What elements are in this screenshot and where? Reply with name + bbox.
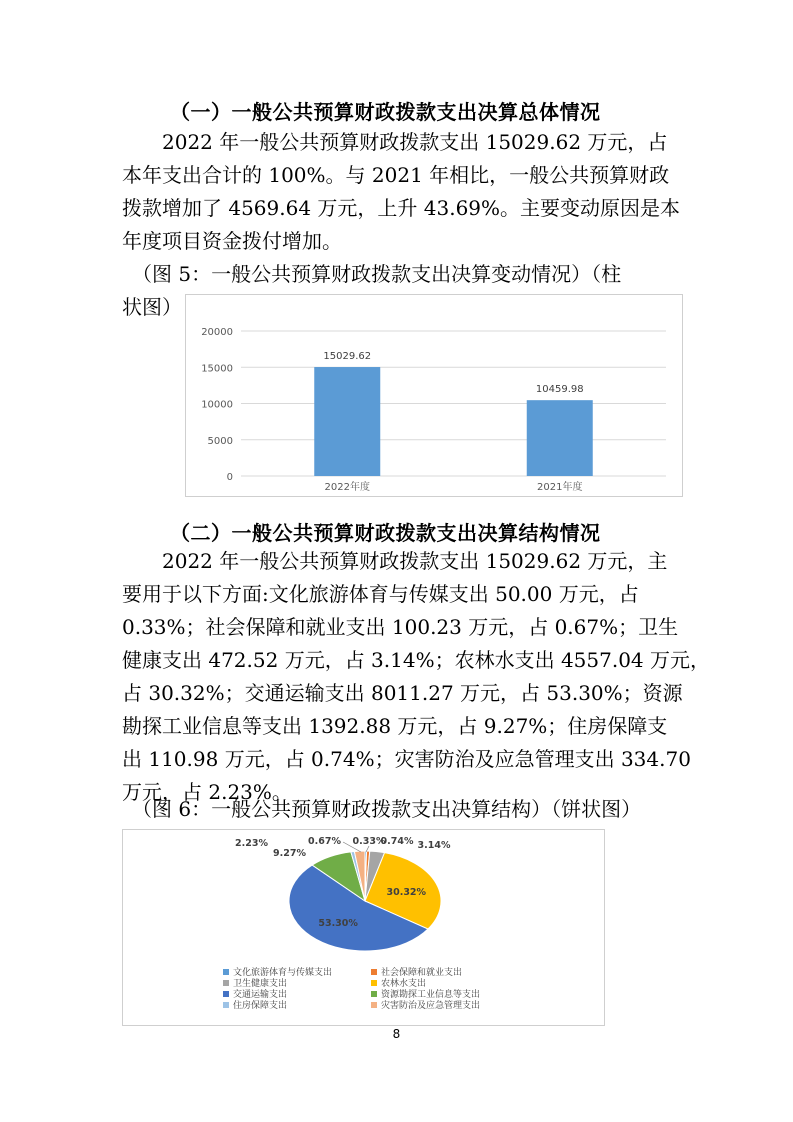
legend-label: 农林水支出 — [381, 979, 427, 989]
section1-paragraph-line: 年度项目资金拨付增加。 — [122, 229, 342, 253]
legend-label: 交通运输支出 — [233, 990, 288, 1000]
pie-data-label: 0.67% — [308, 836, 341, 847]
section2-paragraph-line: 勘探工业信息等支出 1392.88 万元，占 9.27%；住房保障支 — [122, 714, 668, 738]
legend-label: 卫生健康支出 — [233, 979, 288, 989]
pie-data-label: 30.32% — [386, 886, 427, 898]
pie-data-label: 3.14% — [417, 840, 451, 851]
section1-paragraph-line: 拨款增加了 4569.64 万元，上升 43.69%。主要变动原因是本 — [122, 196, 681, 220]
figure6-caption: （图 6：一般公共预算财政拨款支出决算结构）（饼状图） — [122, 797, 642, 821]
legend-swatch — [371, 991, 377, 997]
legend-swatch — [371, 969, 377, 975]
pie-data-label: 2.23% — [235, 838, 268, 849]
legend-swatch — [371, 1002, 377, 1008]
pie-chart-svg — [123, 830, 604, 1025]
page-number: 8 — [392, 1027, 401, 1041]
y-tick-label: 15000 — [201, 363, 233, 375]
section1-paragraph-line: 本年支出合计的 100%。与 2021 年相比，一般公共预算财政 — [122, 163, 670, 187]
bar — [527, 400, 593, 476]
pie-data-label: 0.74% — [380, 836, 414, 847]
pie-data-label: 9.27% — [273, 848, 306, 859]
bar-chart-svg — [186, 295, 682, 496]
section2-heading: （二）一般公共预算财政拨款支出决算结构情况 — [170, 521, 601, 545]
y-tick-label: 10000 — [201, 399, 233, 411]
bar — [314, 367, 380, 476]
x-category-label: 2022年度 — [324, 482, 370, 493]
x-category-label: 2021年度 — [537, 482, 583, 493]
bar-data-label: 10459.98 — [535, 384, 584, 396]
legend-label: 住房保障支出 — [233, 1001, 288, 1011]
section2-paragraph — [122, 545, 711, 809]
y-tick-label: 0 — [226, 472, 233, 483]
pie-data-label: 0.33% — [352, 836, 386, 847]
legend-label: 灾害防治及应急管理支出 — [381, 1001, 481, 1011]
section2-paragraph-line: 健康支出 472.52 万元，占 3.14%；农林水支出 4557.04 万元， — [122, 648, 711, 672]
legend-swatch — [223, 1002, 229, 1008]
section2-paragraph-line: 出 110.98 万元，占 0.74%；灾害防治及应急管理支出 334.70 — [122, 747, 691, 771]
section2-paragraph-line: 0.33%；社会保障和就业支出 100.23 万元，占 0.67%；卫生 — [122, 615, 679, 639]
legend-swatch — [223, 980, 229, 986]
section2-paragraph-line: 2022 年一般公共预算财政拨款支出 15029.62 万元，主 — [122, 549, 668, 573]
legend-label: 文化旅游体育与传媒支出 — [233, 968, 333, 978]
legend-swatch — [223, 969, 229, 975]
legend-label: 资源勘探工业信息等支出 — [381, 990, 481, 1000]
legend-swatch — [223, 991, 229, 997]
y-tick-label: 20000 — [201, 327, 233, 338]
legend-label: 社会保障和就业支出 — [381, 968, 463, 978]
section1-paragraph — [122, 126, 682, 258]
section2-paragraph-line: 万元，占 2.23%。 — [122, 780, 292, 804]
legend-swatch — [371, 980, 377, 986]
section2-paragraph-line: 占 30.32%；交通运输支出 8011.27 万元，占 53.30%；资源 — [122, 681, 683, 705]
figure5-caption-line: 状图） — [122, 295, 182, 319]
y-tick-label: 5000 — [207, 435, 233, 447]
pie-data-label: 53.30% — [318, 918, 358, 930]
bar-chart — [185, 294, 683, 497]
bar-data-label: 15029.62 — [323, 351, 372, 363]
section1-heading: （一）一般公共预算财政拨款支出决算总体情况 — [170, 100, 601, 124]
section2-paragraph-line: 要用于以下方面:文化旅游体育与传媒支出 50.00 万元，占 — [122, 582, 639, 606]
section1-paragraph-line: 2022 年一般公共预算财政拨款支出 15029.62 万元，占 — [122, 130, 668, 154]
pie-chart — [122, 829, 605, 1026]
figure5-caption-line: （图 5：一般公共预算财政拨款支出决算变动情况）（柱 — [122, 262, 622, 286]
